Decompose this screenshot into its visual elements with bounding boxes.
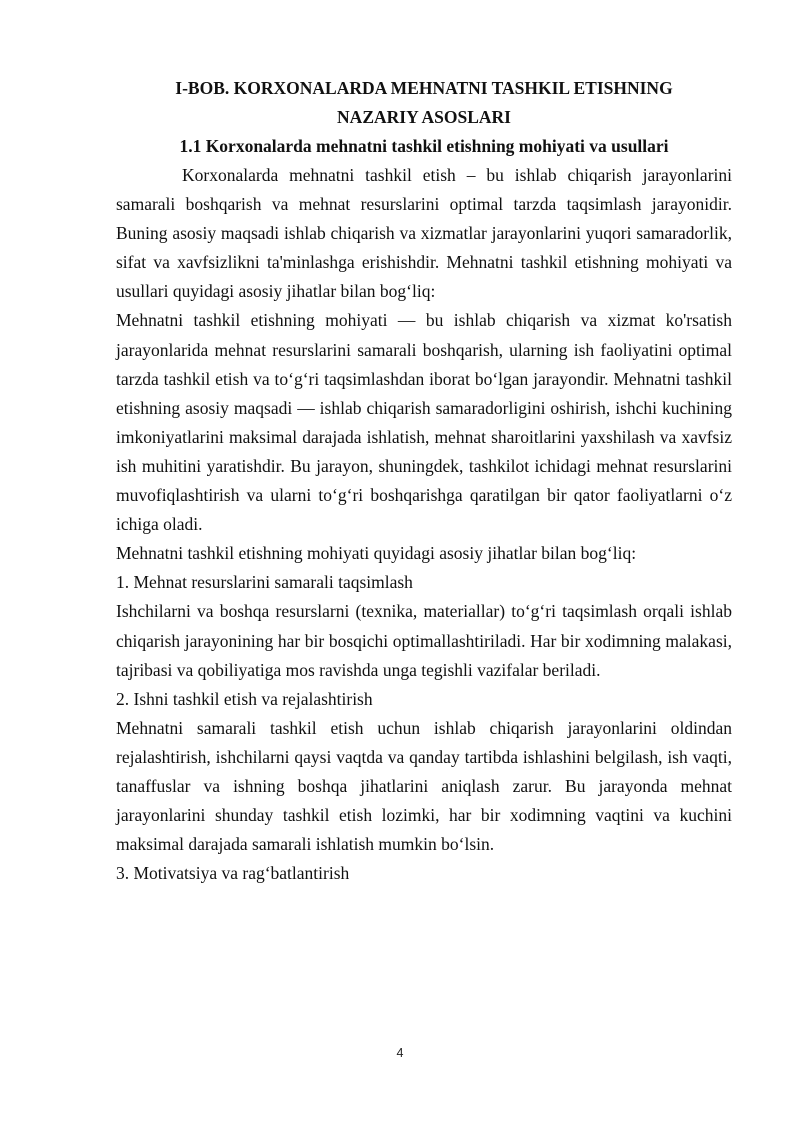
- paragraph-essence: Mehnatni tashkil etishning mohiyati — bu ishlab chiqarish va xizmat ko'rsatish jarayonlarida mehnat resurslarini samarali boshqarish, ularning ish faoliyatini optimal tarzda tashkil etish va to‘g‘ri taqsimlashdan iborat bo‘lgan jarayondir. Mehnatni tashkil etishning asosiy maqsadi — ishlab chiqarish samaradorligini oshirish, ishchi kuchining imkoniyatlarini maksimal darajada ishlatish, mehnat sharoitlarini yaxshilash va xavfsiz ish muhitini yaratishdir. Bu jarayon, shuningdek, tashkilot ichidagi mehnat resurslarini muvofiqlashtirish va ularni to‘g‘ri boshqarishga qaratilgan bir qator faoliyatlarni o‘z ichiga oladi.: [116, 310, 732, 535]
- paragraph-resource-allocation: Ishchilarni va boshqa resurslarni (texnika, materiallar) to‘g‘ri taqsimlash orqali ishlab chiqarish jarayonining har bir bosqichi optimallashtiriladi. Har bir xodimning malakasi, tajribasi va qobiliyatiga mos ravishda unga tegishli vazifalar beriladi.: [116, 601, 732, 680]
- list-heading-3: 3. Motivatsiya va rag‘batlantirish: [116, 863, 350, 884]
- paragraph-intro: Korxonalarda mehnatni tashkil etish – bu ishlab chiqarish jarayonlarini samarali boshqarish va mehnat resurslarini optimal tarzda taqsimlash jarayonidir. Buning asosiy maqsadi ishlab chiqarish va xizmatlar jarayonlarini yuqori samaradorlik, sifat va xavfsizlikni ta'minlashga erishishdir. Mehnatni tashkil etishning mohiyati va usullari quyidagi asosiy jihatlar bilan bog‘liq:: [116, 165, 732, 302]
- paragraph-planning: Mehnatni samarali tashkil etish uchun ishlab chiqarish jarayonlarini oldindan rejalashtirish, ishchilarni qaysi vaqtda va qanday tartibda ishlashini belgilash, ish vaqti, tanaffuslar va ishning boshqa jihatlarini aniqlash zarur. Bu jarayonda mehnat jarayonlarini shunday tashkil etish lozimki, har bir xodimning vaqtini va kuchini maksimal darajada samarali ishlatish mumkin bo‘lsin.: [116, 717, 732, 855]
- section-title: 1.1 Korxonalarda mehnatni tashkil etishning mohiyati va usullari: [179, 136, 669, 156]
- document-page: [116, 74, 732, 888]
- chapter-title-line1: I-BOB. KORXONALARDA MEHNATNI TASHKIL ETISHNING: [175, 78, 673, 98]
- paragraph-aspects-lead: Mehnatni tashkil etishning mohiyati quyidagi asosiy jihatlar bilan bog‘liq:: [116, 543, 637, 564]
- list-heading-1: 1. Mehnat resurslarini samarali taqsimlash: [116, 572, 413, 593]
- page-number: 4: [396, 1046, 404, 1060]
- list-heading-2: 2. Ishni tashkil etish va rejalashtirish: [116, 688, 373, 709]
- chapter-title-line2: NAZARIY ASOSLARI: [337, 107, 511, 127]
